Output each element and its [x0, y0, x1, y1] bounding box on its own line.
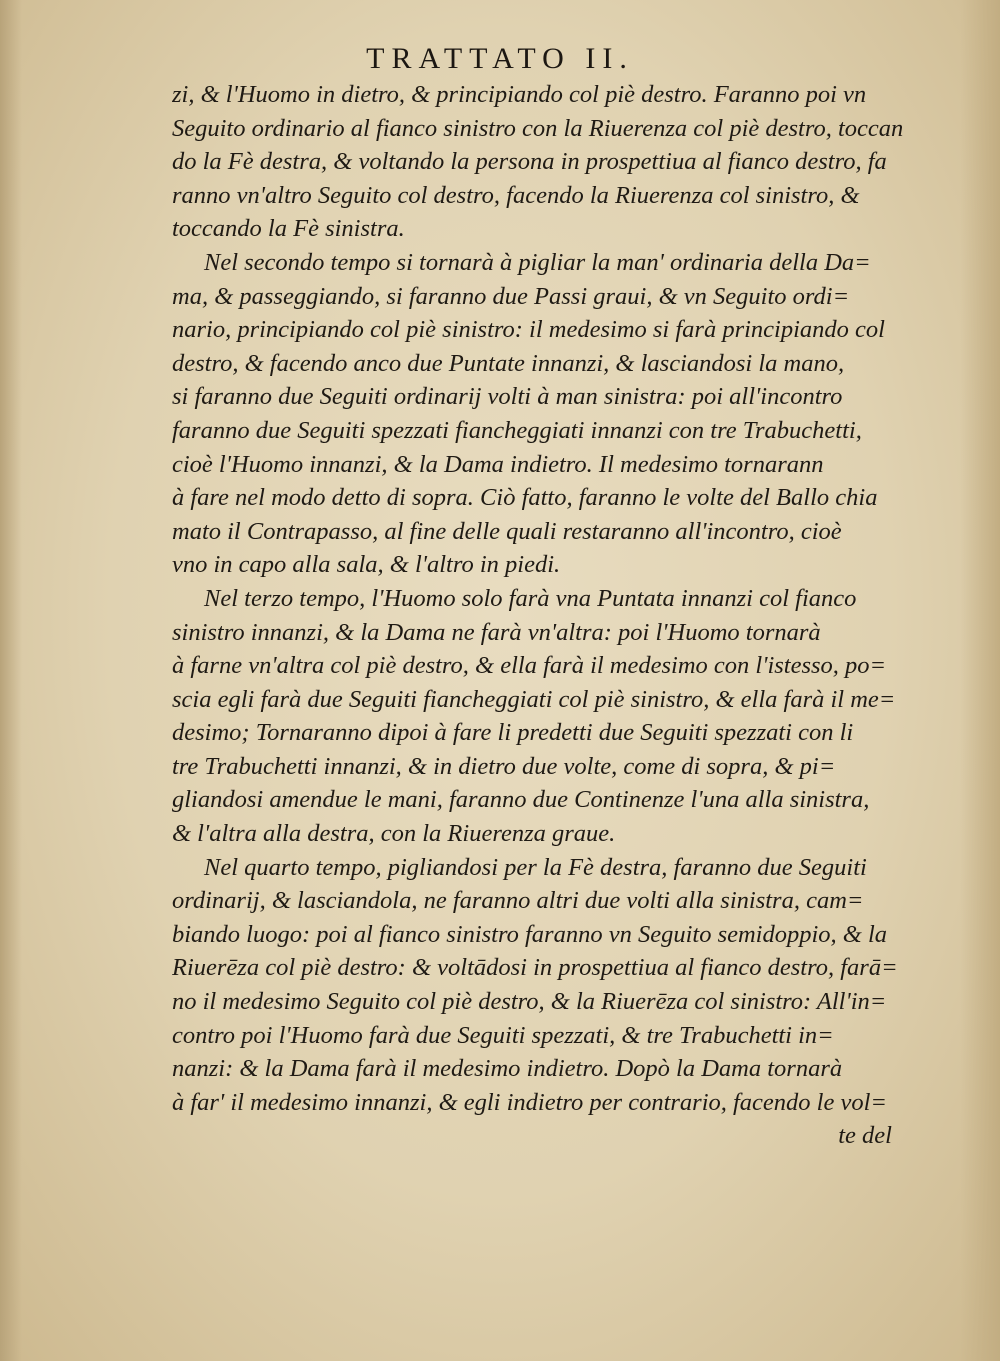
text-block [172, 78, 922, 1153]
text-line: biando luogo: poi al fianco sinistro faranno vn Seguito semidoppio, & la [172, 920, 888, 948]
text-line: à far' il medesimo innanzi, & egli indietro per contrario, facendo le vol= [172, 1088, 887, 1116]
text-line: scia egli farà due Seguiti fiancheggiati col piè sinistro, & ella farà il me= [172, 685, 896, 713]
text-line: & l'altra alla destra, con la Riuerenza graue. [172, 820, 616, 848]
text-line: à farne vn'altra col piè destro, & ella farà il medesimo con l'istesso, po= [172, 652, 887, 680]
text-line: desimo; Tornaranno dipoi à fare li predetti due Seguiti spezzati con li [172, 719, 854, 747]
text-line: ordinarij, & lasciandola, ne faranno altri due volti alla sinistra, cam= [172, 887, 864, 915]
text-line: zi, & l'Huomo in dietro, & principiando col piè destro. Faranno poi vn [172, 81, 867, 108]
text-line: gliandosi amendue le mani, faranno due Continenze l'una alla sinistra, [172, 786, 870, 814]
text-line: Seguito ordinario al fianco sinistro con la Riuerenza col piè destro, toccan [172, 114, 904, 142]
text-line: nanzi: & la Dama farà il medesimo indietro. Dopò la Dama tornarà [172, 1055, 843, 1083]
text-line: nario, principiando col piè sinistro: il medesimo si farà principiando col [172, 316, 885, 344]
running-header: TRATTATO II. [366, 42, 634, 75]
paragraph-start-line: Nel secondo tempo si tornarà à pigliar la man' ordinaria della Da= [204, 248, 871, 276]
text-line: Riuerēza col piè destro: & voltādosi in prospettiua al fianco destro, farā= [172, 954, 898, 982]
text-line: ma, & passeggiando, si faranno due Passi graui, & vn Seguito ordi= [172, 282, 850, 310]
catchword: te del [838, 1122, 892, 1150]
text-line: do la Fè destra, & voltando la persona in prospettiua al fianco destro, fa [172, 148, 887, 176]
text-line: tre Trabuchetti innanzi, & in dietro due volte, come di sopra, & pi= [172, 752, 836, 780]
text-line: vno in capo alla sala, & l'altro in piedi. [172, 551, 561, 579]
text-line: contro poi l'Huomo farà due Seguiti spezzati, & tre Trabuchetti in= [172, 1021, 834, 1049]
text-line: si faranno due Seguiti ordinarij volti à man sinistra: poi all'incontro [172, 383, 843, 411]
text-line: cioè l'Huomo innanzi, & la Dama indietro. Il medesimo tornarann [172, 450, 824, 478]
paragraph-start-line: Nel terzo tempo, l'Huomo solo farà vna Puntata innanzi col fianco [204, 584, 857, 612]
text-line: no il medesimo Seguito col piè destro, & la Riuerēza col sinistro: All'in= [172, 988, 887, 1016]
text-line: ranno vn'altro Seguito col destro, facendo la Riuerenza col sinistro, & [172, 181, 860, 209]
text-line: mato il Contrapasso, al fine delle quali restaranno all'incontro, cioè [172, 517, 842, 545]
text-line: sinistro innanzi, & la Dama ne farà vn'altra: poi l'Huomo tornarà [172, 618, 821, 646]
text-line: toccando la Fè sinistra. [172, 215, 405, 243]
text-line: destro, & facendo anco due Puntate innanzi, & lasciandosi la mano, [172, 349, 845, 377]
text-line: à fare nel modo detto di sopra. Ciò fatto, faranno le volte del Ballo chia [172, 484, 878, 512]
paragraph-start-line: Nel quarto tempo, pigliandosi per la Fè destra, faranno due Seguiti [204, 853, 867, 881]
text-line: faranno due Seguiti spezzati fiancheggiati innanzi con tre Trabuchetti, [172, 416, 862, 444]
